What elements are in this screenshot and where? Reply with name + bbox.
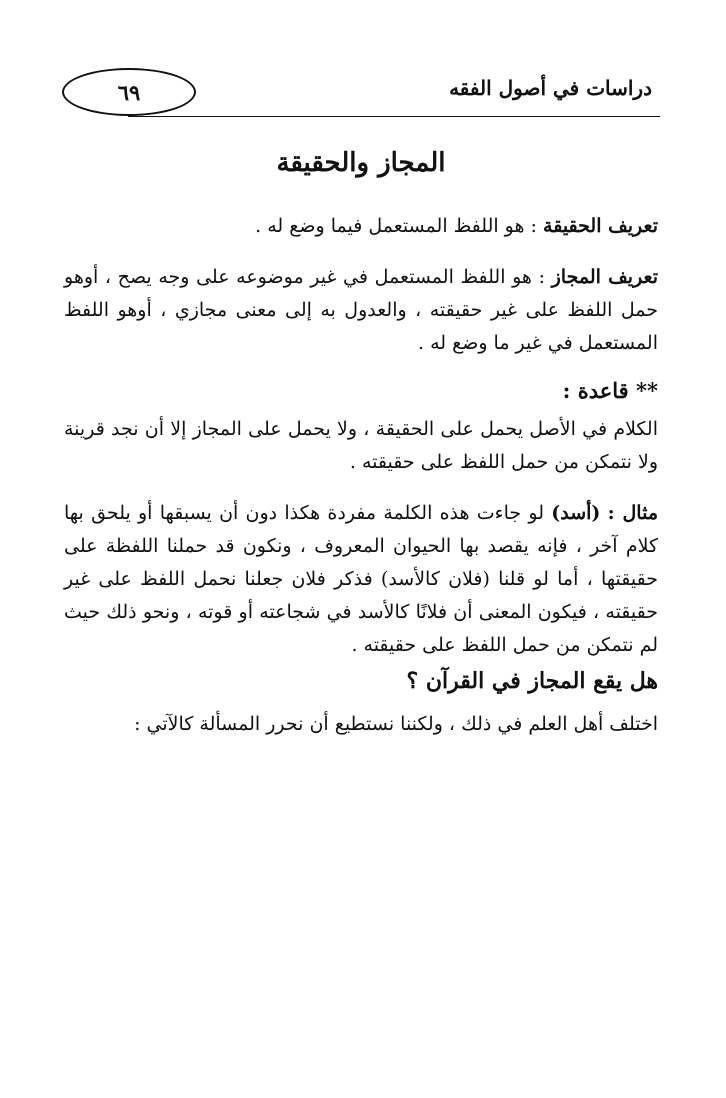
definition-majaz <box>64 261 658 360</box>
page-header <box>58 60 660 124</box>
example-word: (أسد) <box>551 502 601 524</box>
page-body <box>64 148 658 741</box>
definition-haqiqa-text: : هو اللفظ المستعمل فيما وضع له . <box>255 215 537 237</box>
chapter-title: المجاز والحقيقة <box>276 148 446 178</box>
example-label: مثال : <box>607 502 658 524</box>
rule-heading: ** قاعدة : <box>562 378 658 403</box>
rule-text: الكلام في الأصل يحمل على الحقيقة ، ولا يحمل على المجاز إلا أن نجد قرينة ولا نتمكن من حمل اللفظ على حقيقته . <box>64 418 658 473</box>
book-title: دراسات في أصول الفقه <box>449 76 652 100</box>
question-text: اختلف أهل العلم في ذلك ، ولكننا نستطيع أن نحرر المسألة كالآتي : <box>134 713 658 735</box>
definition-majaz-label: تعريف المجاز <box>551 266 659 288</box>
question-heading: هل يقع المجاز في القرآن ؟ <box>406 668 658 694</box>
definition-haqiqa-label: تعريف الحقيقة <box>543 215 658 237</box>
page-number: ٦٩ <box>62 68 196 116</box>
example-paragraph <box>64 497 658 662</box>
example-text: لو جاءت هذه الكلمة مفردة هكذا دون أن يسبقها أو يلحق بها كلام آخر ، فإنه يقصد بها الحيوان المعروف ، ونكون قد حملنا اللفظة على حقيقتها ، أما لو قلنا (فلان كالأسد) فذكر فلان جعلنا نحمل اللفظ على غير حقيقته ، فيكون المعنى أن فلانًا كالأسد في شجاعته أو قوته ، ونحو ذلك حيث لم نتمكن من حمل اللفظ على حقيقته . <box>64 502 658 656</box>
definition-haqiqa <box>64 210 658 243</box>
header-rule <box>128 116 660 117</box>
definition-majaz-text: : هو اللفظ المستعمل في غير موضوعه على وجه يصح ، أوهو حمل اللفظ على غير حقيقته ، والعدول به إلى معنى مجازي ، أوهو اللفظ المستعمل في غير ما وضع له . <box>64 266 658 354</box>
